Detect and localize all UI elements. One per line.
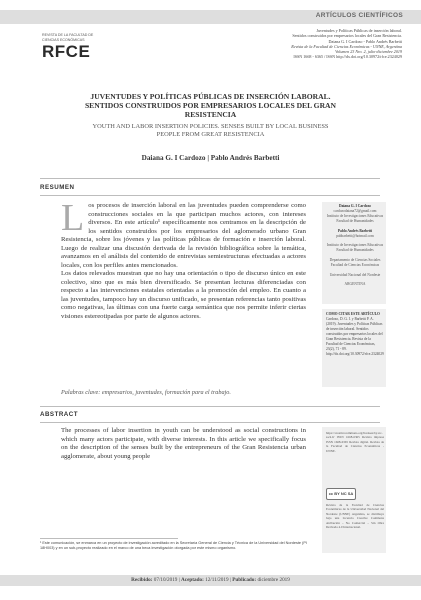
- divider: [40, 422, 380, 423]
- ref-line: Juventudes y Políticas Públicas de inserción laboral.: [316, 28, 402, 33]
- divider: [40, 178, 380, 179]
- cite-heading: COMO CITAR ESTE ARTÍCULO: [326, 312, 380, 316]
- author2-affiliation-1: Instituto de Investigaciones Educativas Facultad de Humanidades: [326, 243, 384, 253]
- accepted-label: Aceptado:: [181, 577, 204, 583]
- received-date: 07/10/2019: [153, 577, 178, 583]
- cite-info: [326, 312, 384, 357]
- creative-commons-icon[interactable]: cc BY NC SA: [326, 488, 356, 500]
- received-label: Recibido:: [131, 577, 153, 583]
- resumen-heading: RESUMEN: [40, 184, 75, 191]
- author2-email[interactable]: pabbarbetti@hotmail.com: [336, 233, 374, 238]
- ref-line: Daiana G. I Cardozo - Pablo Andrés Barbetti: [328, 38, 402, 44]
- license-text-1: https://creativecommons.org/licenses/by-nc-sa/4.0/ ISSN 1668-6365 Revista impresa ISSN 1668-6365 Revista digital. Revista de la Facultad de Ciencias Económicas - UNNE.: [326, 431, 384, 453]
- author1-email[interactable]: cardozodaiana72@gmail.com: [333, 209, 377, 214]
- resumen-paragraph-2: Los datos relevados muestran que no hay una orientación o tipo de discurso único en este colectivo, sino que es más bien diversificado. Se presentan lecturas diferenciadas con respecto a las intervenciones estatales orientadas a la promoción del empleo. En cuanto a las juventudes, tampoco hay un discurso unificado, se presentan referencias tanto positivas como negativas, las últimas con una fuerte carga semántica que nos permite inferir ciertas visiones estereotipadas por parte de algunos actores.: [61, 270, 306, 320]
- publication-dates: Recibido: 07/10/2019 | Aceptado: 12/11/2019 | Publicado: diciembre 2019: [131, 577, 290, 583]
- accepted-date: 12/11/2019: [205, 577, 229, 583]
- section-label: ARTÍCULOS CIENTÍFICOS: [315, 12, 403, 19]
- published-label: Publicado:: [232, 577, 257, 583]
- ref-line: Sentidos construidos por empresarios locales del Gran Resistencia.: [292, 33, 402, 39]
- footnote-divider: [40, 538, 178, 539]
- title-spanish: JUVENTUDES Y POLÍTICAS PÚBLICAS DE INSERCIÓN LABORAL. SENTIDOS CONSTRUIDOS POR EMPRESARIOS LOCALES DEL GRAN RESISTENCIA: [84, 92, 337, 119]
- abstract-body: The processes of labor insertion in youth can be understood as social constructions in which many actors participate, with diverse interests. In this article we specifically focus on the description of the senses built by the entrepreneurs of the Gran Resistencia urban agglomerate, about young people: [61, 427, 306, 460]
- title-english: YOUTH AND LABOR INSERTION POLICIES. SENSES BUILT BY LOCAL BUSINESS PEOPLE FROM GREAT RESISTENCIA: [92, 123, 329, 138]
- article-reference: [214, 28, 402, 60]
- divider: [40, 406, 380, 407]
- journal-small-title: REVISTA DE LA FACULTAD DE CIENCIAS ECONÓMICAS: [42, 33, 94, 42]
- resumen-paragraph-1: Los procesos de inserción laboral en las juventudes pueden comprenderse como construcciones sociales en la que participan muchos actores, con intereses diversos. En este artículo¹ específicamente nos centramos en la descripción de los sentidos construidos por los empresarios del aglomerado urbano Gran Resistencia, sobre los jóvenes y las políticas públicas de formación e inserción laboral. Luego de realizar una discusión derivada de la revisión bibliográfica sobre la temática, avanzamos en el análisis del contenido de entrevistas semiestructuras efectuadas a actores locales, con los perfiles antes mencionados.: [61, 197, 306, 269]
- abstract-heading: ABSTRACT: [40, 411, 79, 418]
- cite-text: Cardozo, D. G. I. y Barbetti P. A. (2019). Juventudes y Políticas Públicas de inserción laboral. Sentidos construidos por empresarios locales del Gran Resistencia. Revista de la Facultad de Ciencias Económicas, 23(2), 71 - 89.: [326, 317, 383, 351]
- ref-line: Volumen 23 Nro. 2, julio-diciembre 2019: [335, 49, 402, 55]
- cite-doi-link[interactable]: http://dx.doi.org/10.30972/rfce.2324029: [326, 352, 384, 356]
- author-info: [326, 204, 384, 287]
- divider: [40, 195, 380, 196]
- license-text-2: Revista de la Facultad de Ciencias Económicas de la Universidad Nacional del Nordeste (UNNE) Argentina, se distribuye bajo una Licencia Creative Commons Atribución – No Comercial – Sin Obra Derivada 4.0 Internacional.: [326, 503, 384, 530]
- author1-affiliation: Instituto de Investigaciones Educativas Facultad de Humanidades: [326, 214, 384, 224]
- journal-logo: RFCE: [42, 42, 91, 61]
- ref-doi-link[interactable]: ISSN 1668 - 6365 / ISSN http://dx.doi.org/10.30972/rfce.2324029: [293, 54, 402, 60]
- author2-name: Pablo Andrés Barbetti: [337, 228, 373, 233]
- resumen-body: [61, 197, 306, 321]
- footnote: ¹ Este comunicación, se enmarca en un proyecto de investigación acreditado en la Secretaría General de Ciencia y Técnica de la Universidad del Nordeste (PI 18H003) y en un sub-proyecto realizado en el marco de una beca investigación otorgada por este mismo organismo.: [40, 541, 307, 550]
- published-date: diciembre 2019: [257, 577, 290, 583]
- country: ARGENTINA: [344, 281, 366, 286]
- author2-affiliation-2: Departamento de Ciencias Sociales Facultad de Ciencias Económicas: [329, 257, 381, 268]
- authors: Daiana G. I Cardozo | Pablo Andrés Barbetti: [141, 154, 280, 162]
- drop-cap: L: [61, 197, 85, 239]
- university: Universidad Nacional del Nordeste: [329, 272, 381, 277]
- author1-name: Daiana G. I Cardozo: [339, 204, 371, 208]
- keywords: Palabras clave: empresarios, juventudes, formación para el trabajo.: [61, 389, 231, 396]
- ref-line: Revista de la Facultad de Ciencias Económicas - UNNE, Argentina: [291, 43, 402, 49]
